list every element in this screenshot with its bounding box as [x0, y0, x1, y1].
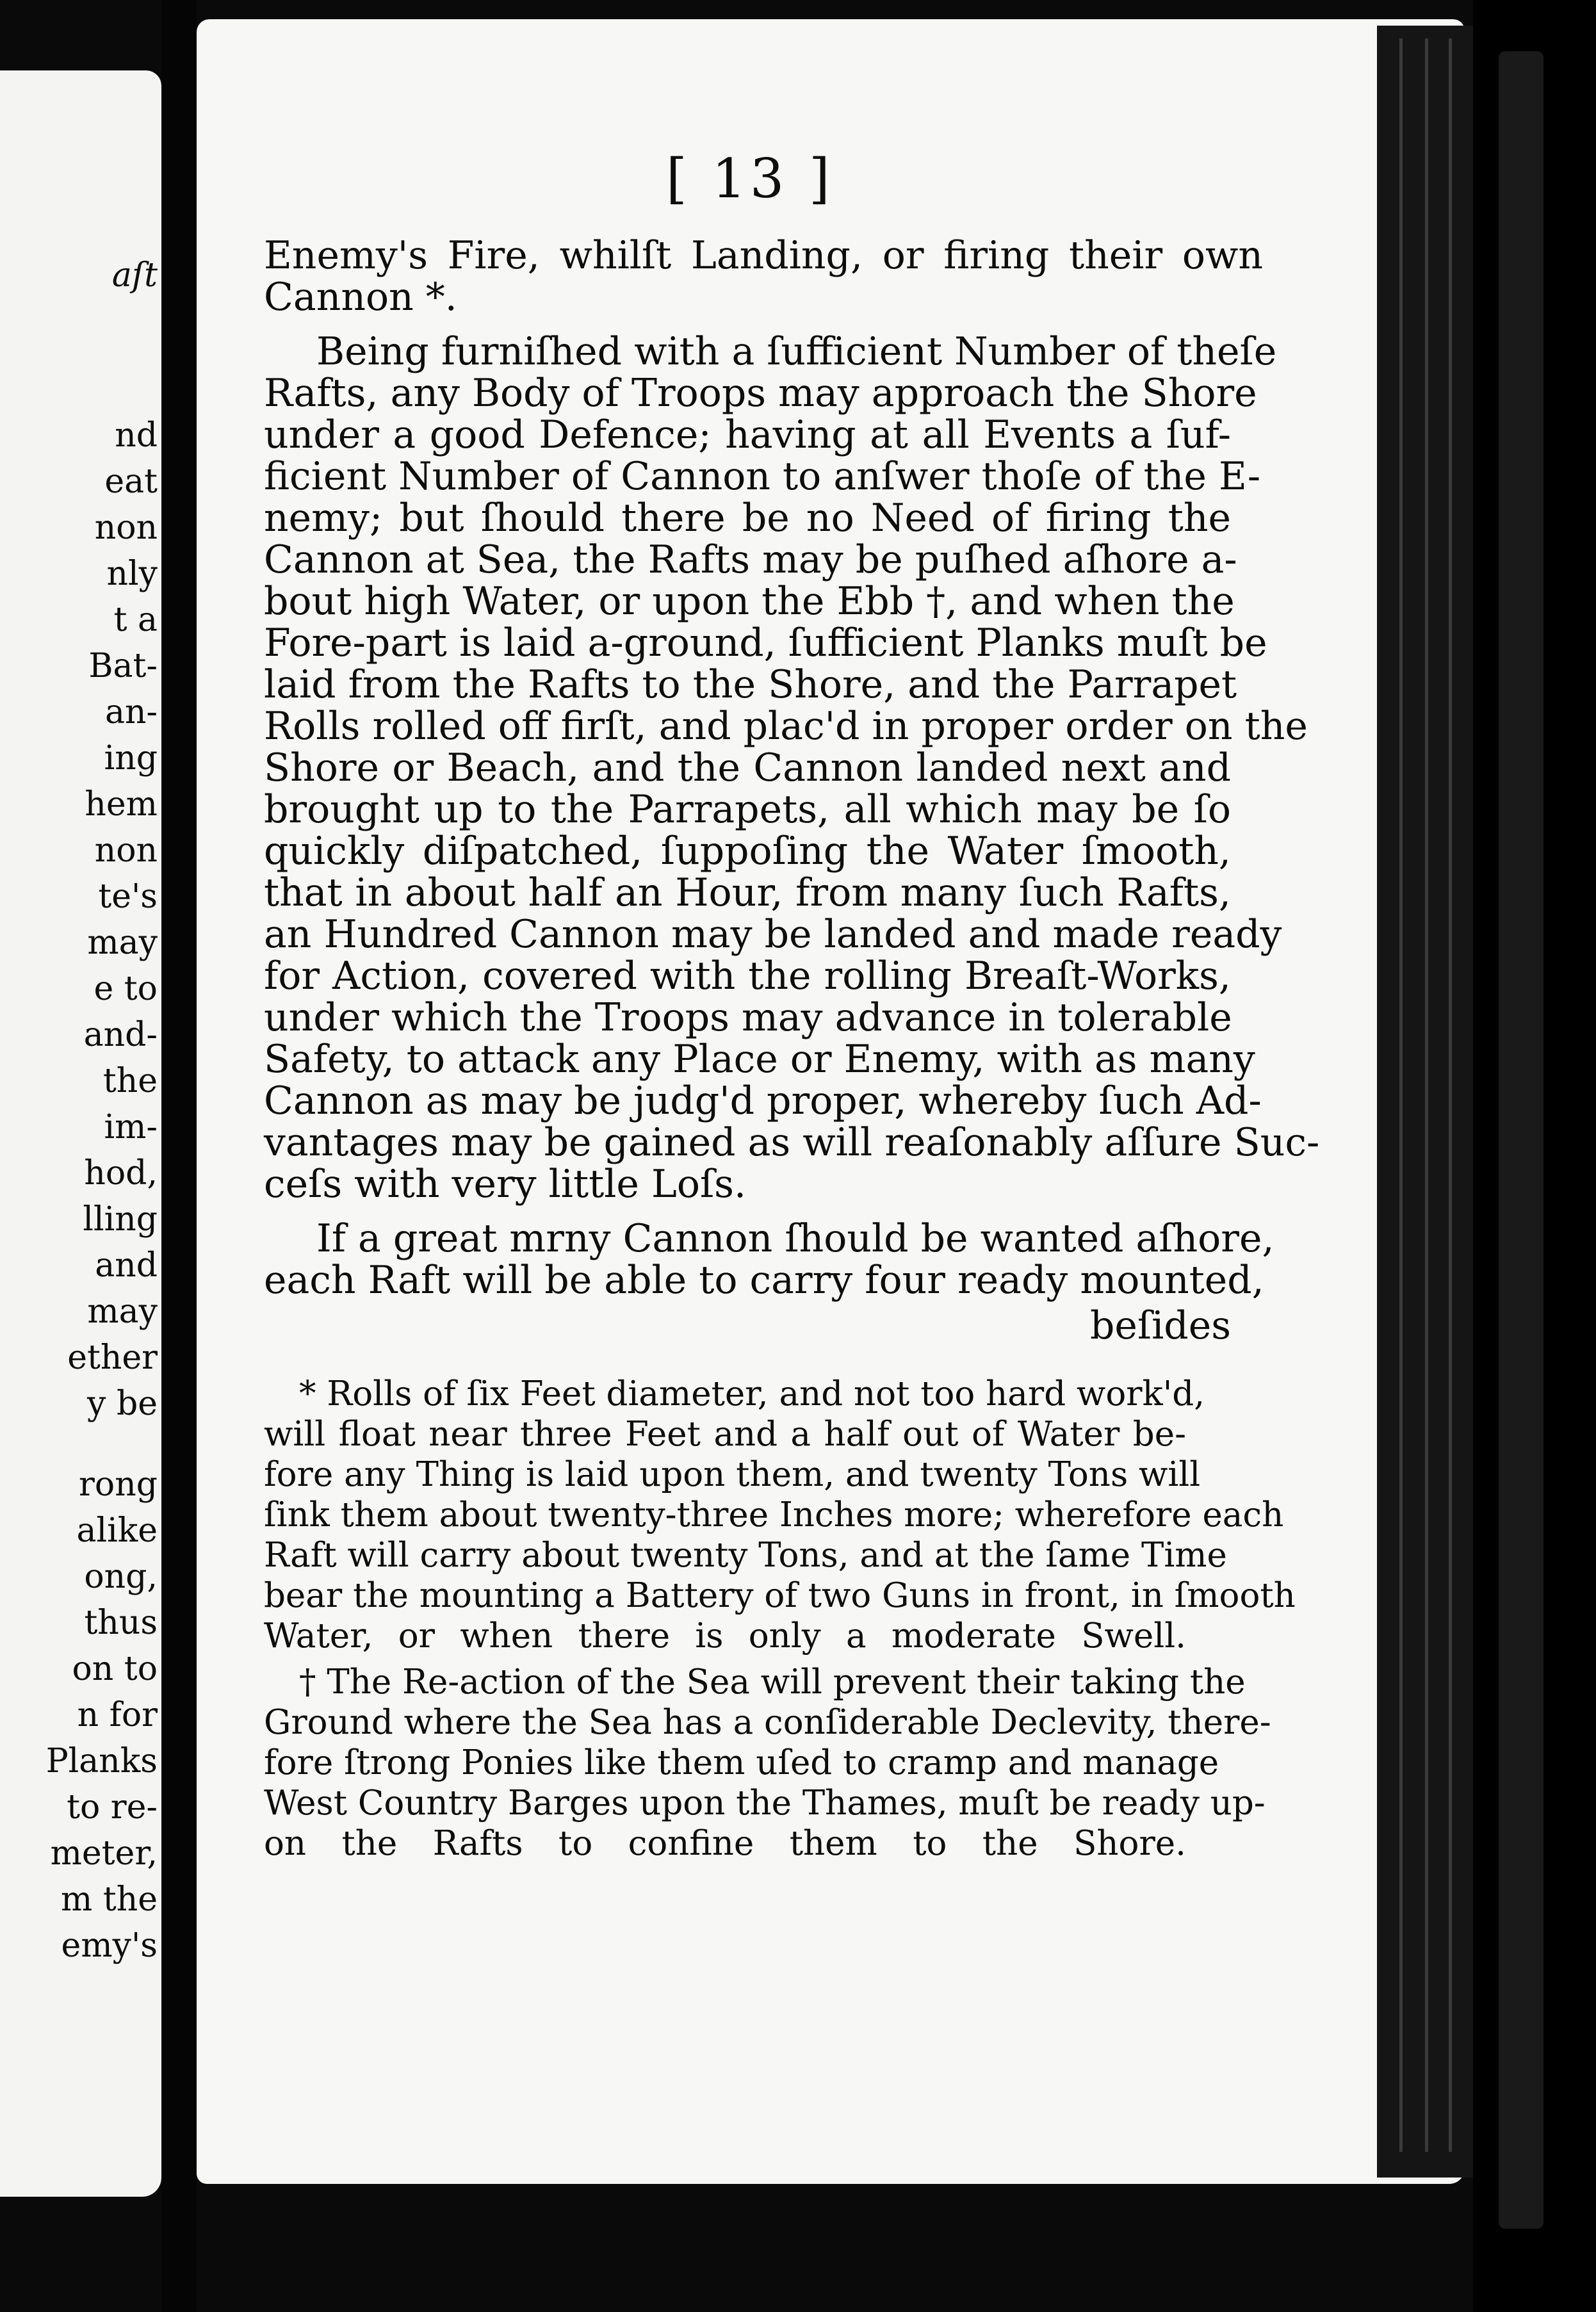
text-line: ficient Number of Cannon to anſwer thoſe of the E- [264, 454, 1261, 499]
left-text-line: y be [87, 1385, 158, 1423]
footnote-line: bear the mounting a Battery of two Guns in front, in ſmooth [264, 1576, 1296, 1615]
left-text-line: hem [85, 785, 158, 824]
left-text-line: Bat- [88, 647, 158, 685]
text-line: Safety, to attack any Place or Enemy, with as many [264, 1037, 1255, 1082]
left-text-line: t a [113, 601, 158, 639]
text-line: for Action, covered with the rolling Breaſt-Works, [264, 954, 1231, 998]
text-line: Fore-part is laid a-ground, ſufficient Planks muſt be [264, 621, 1267, 665]
page-edge-line [1399, 38, 1403, 2152]
left-text-line: thus [84, 1604, 158, 1642]
left-text-line: nly [106, 555, 158, 593]
left-text-line: emy's [61, 1926, 158, 1965]
footnote-line: Water, or when there is only a moderate Swell. [264, 1616, 1186, 1656]
text-line: nemy; but ſhould there be no Need of firing the [264, 496, 1231, 541]
left-text-line: may [87, 924, 158, 962]
left-text-line: te's [98, 877, 158, 916]
text-line: If a great mrny Cannon ſhould be wanted aſhore, [316, 1216, 1274, 1261]
footnote-line: fore any Thing is laid upon them, and twenty Tons will [264, 1455, 1201, 1494]
book-gutter [161, 0, 197, 2312]
page-edge-line [1425, 38, 1428, 2152]
footnote-line: West Country Barges upon the Thames, muſt be ready up- [264, 1784, 1266, 1823]
left-text-line: meter, [50, 1834, 158, 1873]
footnote-line: ſink them about twenty-three Inches more; wherefore each [264, 1495, 1284, 1535]
left-text-line: im- [104, 1108, 158, 1146]
left-text-line: the [102, 1062, 158, 1100]
text-line: laid from the Rafts to the Shore, and the Parrapet [264, 662, 1237, 707]
page-number-header: [ 13 ] [666, 147, 834, 210]
left-text-line: aſt [111, 256, 158, 295]
left-page-fragment [0, 70, 161, 2197]
left-text-line: and- [83, 1016, 158, 1054]
text-line: Being furniſhed with a ſufficient Number of theſe [316, 329, 1277, 374]
text-line: that in about half an Hour, from many ſuch Rafts, [264, 870, 1231, 915]
left-text-line: and [95, 1246, 158, 1285]
left-text-line: may [87, 1292, 158, 1331]
text-line: vantages may be gained as will reaſonably aſſure Suc- [264, 1120, 1320, 1165]
left-text-line: an- [104, 693, 158, 731]
text-line: Shore or Beach, and the Cannon landed next and [264, 745, 1231, 790]
text-line: Cannon as may be judg'd proper, whereby ſuch Ad- [264, 1079, 1262, 1123]
text-line: bout high Water, or upon the Ebb †, and when the [264, 579, 1235, 624]
left-text-line: non [94, 509, 158, 547]
text-line: each Raft will be able to carry four ready mounted, [264, 1258, 1264, 1303]
footnote-line: will float near three Feet and a half out of Water be- [264, 1415, 1186, 1454]
left-text-line: to re- [67, 1788, 158, 1827]
left-text-line: ing [104, 739, 158, 777]
text-line: an Hundred Cannon may be landed and made ready [264, 912, 1282, 957]
left-text-line: on to [72, 1650, 158, 1688]
left-text-line: eat [104, 462, 158, 501]
left-text-line: ether [67, 1339, 158, 1377]
text-line: Rolls rolled off firſt, and plac'd in proper order on the [264, 704, 1308, 749]
text-line: quickly diſpatched, ſuppoſing the Water ſmooth, [264, 829, 1231, 874]
left-text-line: ong, [84, 1558, 158, 1596]
text-line: Rafts, any Body of Troops may approach the Shore [264, 371, 1257, 416]
page-edge-line [1449, 38, 1452, 2152]
footnote-line: † The Re-action of the Sea will prevent their taking the [299, 1663, 1246, 1702]
text-line: Cannon *. [264, 275, 457, 320]
text-line: under a good Defence; having at all Events a ſuf- [264, 412, 1231, 457]
left-text-line: nd [115, 416, 158, 455]
catchword: beſides [1089, 1303, 1231, 1348]
text-line: Enemy's Fire, whilſt Landing, or firing their own [264, 233, 1263, 278]
left-text-line: rong [79, 1465, 158, 1504]
text-line: ceſs with very little Loſs. [264, 1162, 747, 1207]
footnote-line: * Rolls of ſix Feet diameter, and not too hard work'd, [299, 1374, 1205, 1413]
left-text-line: alike [76, 1511, 158, 1550]
text-line: under which the Troops may advance in tolerable [264, 995, 1232, 1040]
footnote-line: on the Rafts to confine them to the Shore. [264, 1824, 1186, 1863]
book-binding [1499, 51, 1543, 2229]
left-text-line: m the [61, 1880, 158, 1919]
footnote-line: Raft will carry about twenty Tons, and at the ſame Time [264, 1536, 1227, 1575]
footnote-line: Ground where the Sea has a conſiderable Declevity, there- [264, 1703, 1271, 1742]
left-text-line: Planks [45, 1742, 158, 1780]
left-text-line: hod, [84, 1154, 158, 1193]
text-line: Cannon at Sea, the Rafts may be puſhed aſhore a- [264, 537, 1237, 582]
text-line: brought up to the Parrapets, all which may be ſo [264, 787, 1231, 832]
footnote-line: fore ſtrong Ponies like them uſed to cramp and manage [264, 1743, 1219, 1782]
left-text-line: e to [94, 970, 158, 1008]
left-text-line: non [94, 831, 158, 870]
left-text-line: lling [83, 1200, 158, 1239]
left-text-line: n for [77, 1696, 158, 1734]
